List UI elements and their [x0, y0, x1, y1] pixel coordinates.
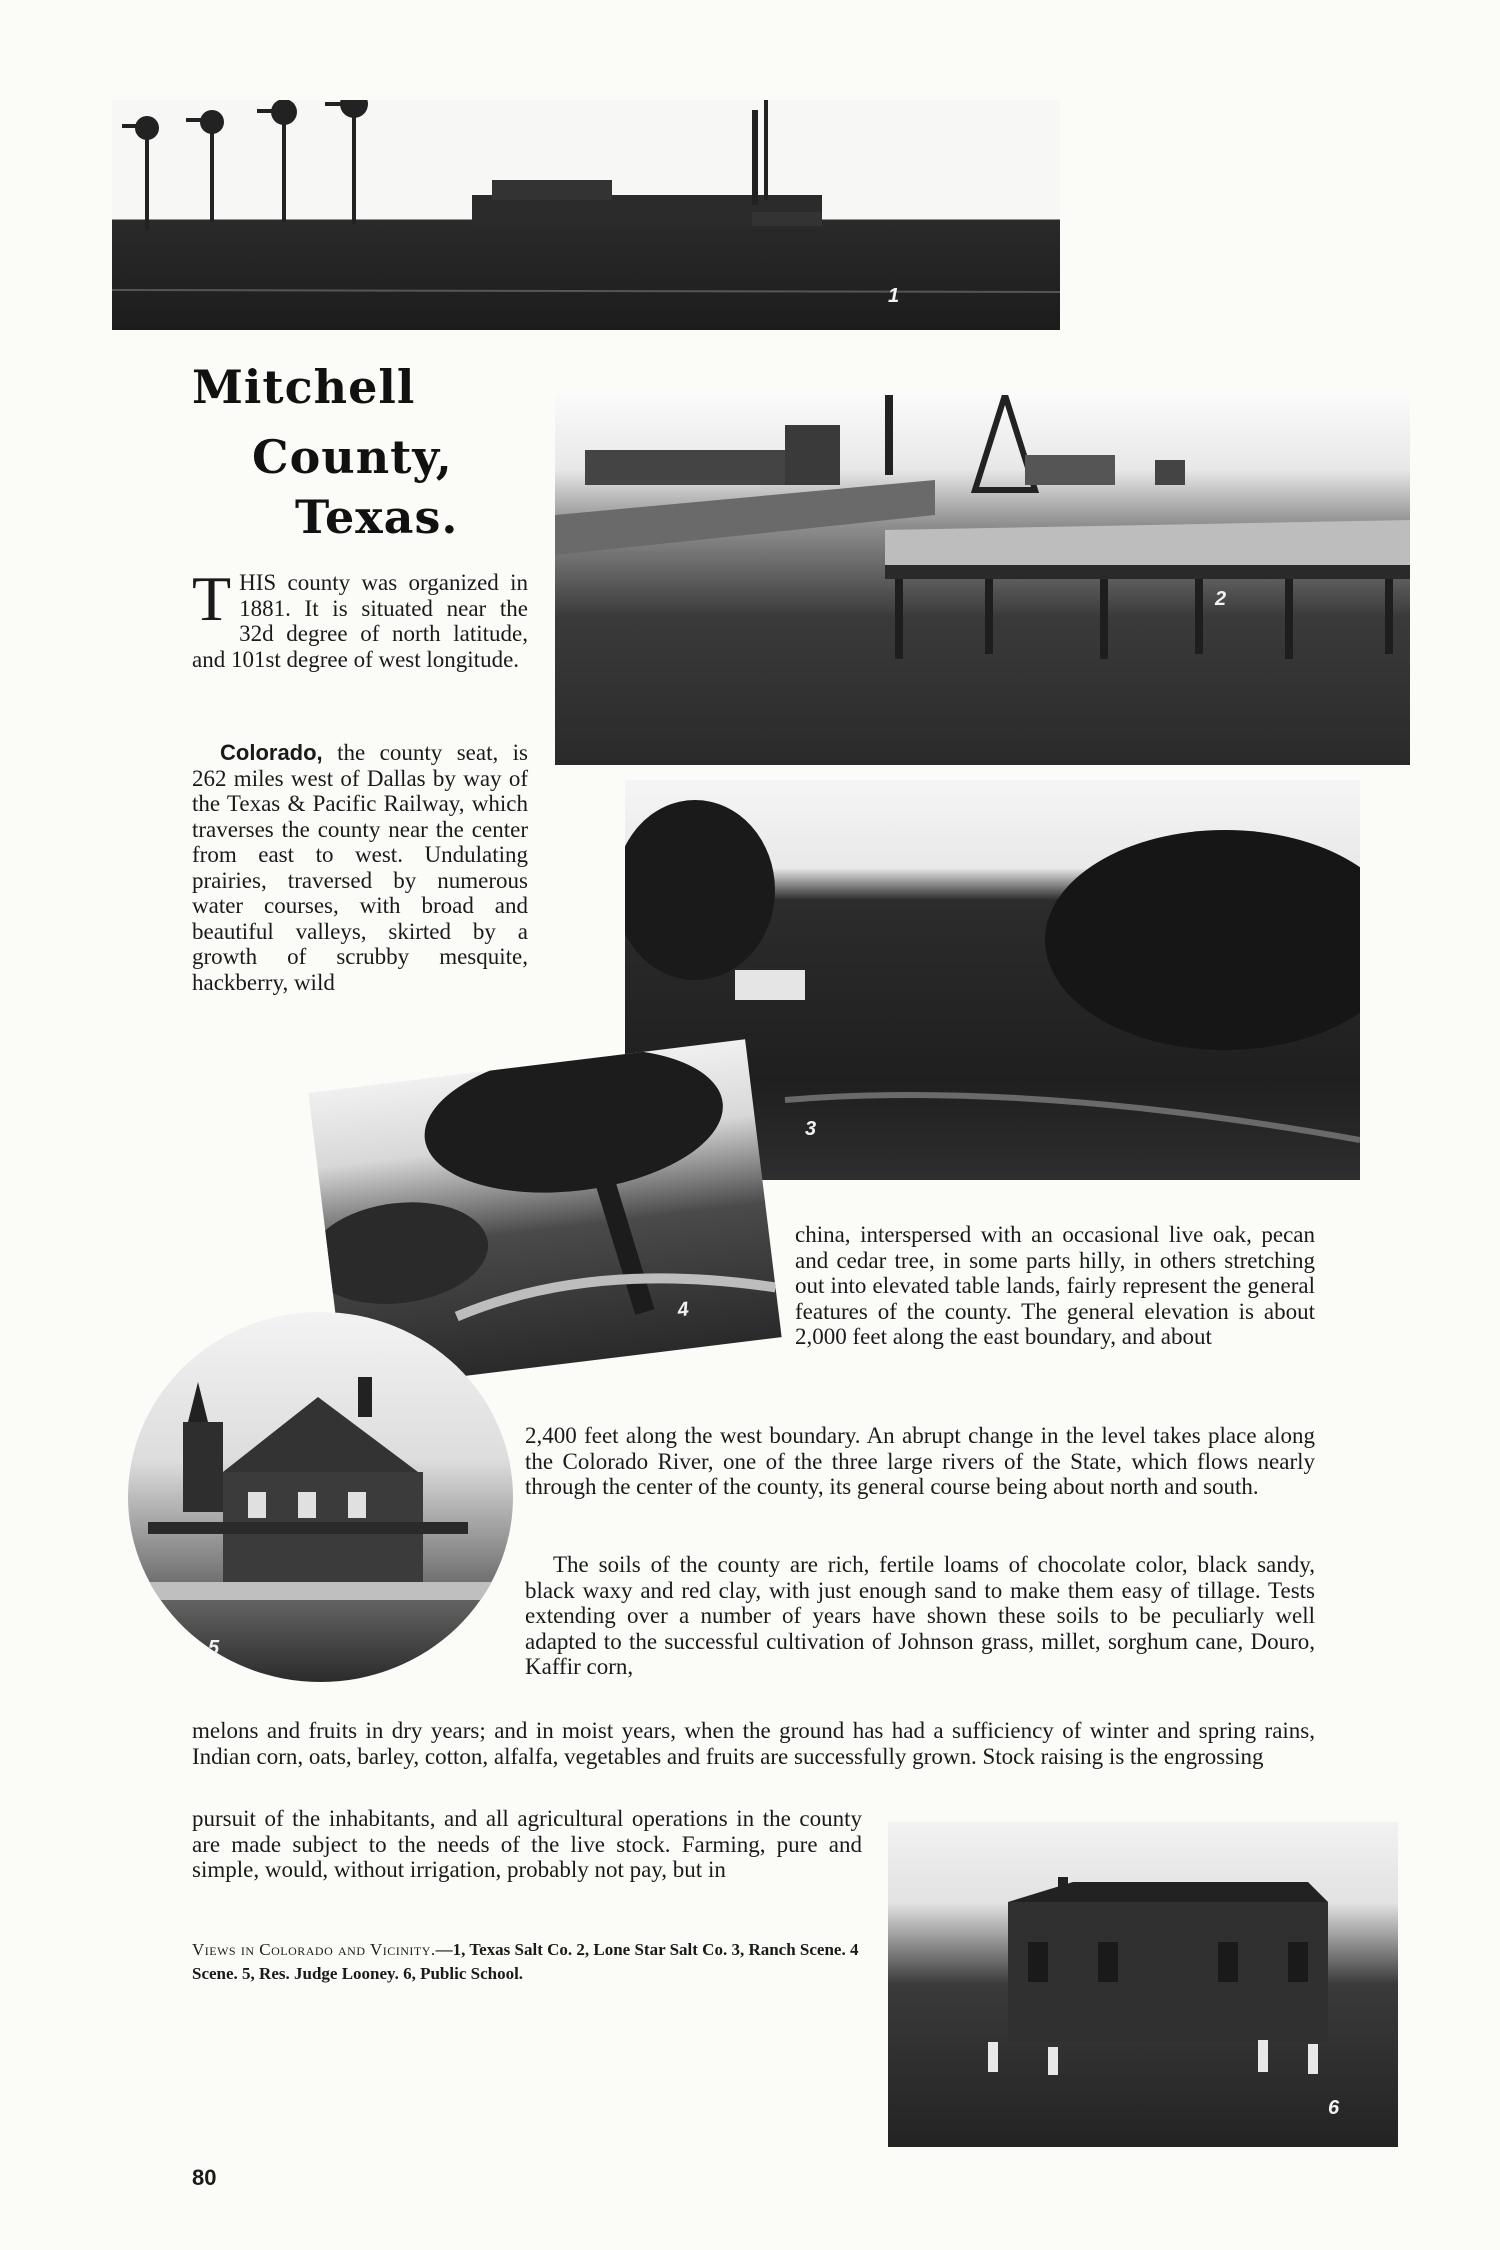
photo-number: 6: [1328, 2097, 1340, 2119]
photo-1: [112, 100, 1060, 330]
school-illustration: [888, 1822, 1398, 2147]
paragraph-4: 2,400 feet along the west boundary. An abrupt change in the level takes place along the Colorado River, one of the three large rivers of the State, which flows nearly through the center of the county, its general course being about north and south.: [525, 1423, 1315, 1499]
article-column-a2: [192, 740, 528, 995]
article-column-c: [525, 1423, 1315, 1500]
photo-number: 2: [1215, 588, 1227, 610]
title-line-1: Mitchell: [192, 360, 416, 414]
article-column-d: [192, 1806, 862, 1883]
house-illustration: [128, 1312, 513, 1682]
photo-number: 4: [676, 1298, 691, 1322]
title-line-3: Texas.: [295, 490, 459, 544]
paragraph-1: HIS county was organized in 1881. It is situated near the 32d degree of north latitude, and 101st degree of west longitude.: [192, 570, 528, 672]
article-column-b: [795, 1222, 1315, 1350]
county-seat-name: Colorado,: [220, 740, 323, 765]
article-full-width: [192, 1718, 1315, 1769]
paragraph-3: china, interspersed with an occasional live oak, pecan and cedar tree, in some parts hilly, in others stretching out into elevated table lands, fairly represent the general features of the county. The general elevation is about 2,000 feet along the east boundary, and about: [795, 1222, 1315, 1349]
paragraph-6: melons and fruits in dry years; and in moist years, when the ground has had a sufficiency of winter and spring rains, Indian corn, oats, barley, cotton, alfalfa, vegetables and fruits are successfully grown. Stock raising is the engrossing: [192, 1718, 1315, 1769]
paragraph-5: The soils of the county are rich, fertile loams of chocolate color, black sandy, black waxy and red clay, with just enough sand to make them easy of tillage. Tests extending over a number of years have shown these soils to be peculiarly well adapted to the successful cultivation of Johnson grass, millet, sorghum cane, Douro, Kaffir corn,: [525, 1552, 1315, 1679]
salt-works-illustration: [112, 100, 1060, 330]
article-column-a: [192, 563, 528, 672]
caption-text: —1, Texas Salt Co. 2, Lone Star Salt Co. 3, Ranch Scene. 4 Scene. 5, Res. Judge Looney. 6, Public School.: [192, 1940, 859, 1983]
page-number: 80: [192, 2165, 217, 2190]
photo-number: 3: [805, 1118, 817, 1140]
drop-cap: T: [192, 563, 232, 634]
photo-6: [888, 1822, 1398, 2147]
photo-2: [555, 395, 1410, 765]
title-line-2: County,: [252, 430, 453, 484]
photo-number: 5: [208, 1637, 220, 1659]
photo-number: 1: [888, 285, 900, 307]
photo-5: [128, 1312, 513, 1682]
article-column-c2: [525, 1552, 1315, 1680]
paragraph-2: the county seat, is 262 miles west of Dallas by way of the Texas & Pacific Railway, which traverses the county near the center from east to west. Undulating prairies, traversed by numerous water courses, with broad and beautiful valleys, skirted by a growth of scrubby mesquite, hackberry, wild: [192, 740, 528, 995]
paragraph-7: pursuit of the inhabitants, and all agricultural operations in the county are made subject to the needs of the live stock. Farming, pure and simple, would, without irrigation, probably not pay, but in: [192, 1806, 862, 1882]
photo-caption: [192, 1938, 862, 1986]
caption-lead: Views in Colorado and Vicinity.: [192, 1940, 436, 1959]
vats-illustration: [555, 395, 1410, 765]
